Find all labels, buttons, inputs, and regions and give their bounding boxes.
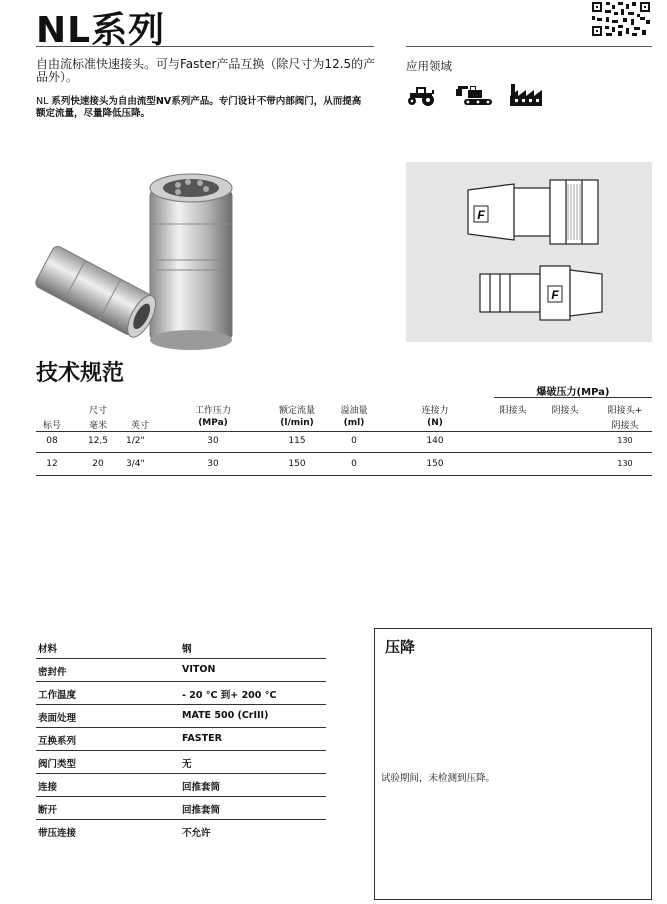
row-mm: 12,5 xyxy=(87,436,109,446)
factory-icon xyxy=(508,84,544,106)
row-code: 08 xyxy=(46,436,58,446)
tractor-icon xyxy=(406,84,440,106)
materials-row xyxy=(36,659,326,682)
header-force-unit: (N) xyxy=(427,418,443,428)
header-pressure-top: 工作压力 xyxy=(194,406,231,416)
burst-pressure-header: 爆破压力(MPa) xyxy=(536,387,610,398)
header-force-top: 连接力 xyxy=(421,406,449,416)
spec-title: 技术规范 xyxy=(36,361,125,386)
header-spill-top: 溢油量 xyxy=(340,406,368,416)
materials-key: 带压连接 xyxy=(38,828,77,839)
header-size-mm: 毫米 xyxy=(88,421,107,431)
materials-value: 钢 xyxy=(182,644,192,655)
page-title: NL系列 xyxy=(36,10,166,51)
materials-key: 工作温度 xyxy=(38,690,77,701)
materials-value: 无 xyxy=(182,759,192,770)
row-code: 12 xyxy=(46,459,58,469)
row-pressure: 30 xyxy=(207,459,219,469)
header-code: 标号 xyxy=(42,421,61,431)
row-spill: 0 xyxy=(351,436,357,446)
materials-value: 回推套筒 xyxy=(182,805,221,816)
application-icons xyxy=(406,84,544,106)
qr-code xyxy=(590,0,652,38)
materials-row xyxy=(36,728,326,751)
header-coupled-bottom: 阴接头 xyxy=(611,421,639,431)
materials-key: 表面处理 xyxy=(38,713,77,724)
header-coupled-top: 阳接头+ xyxy=(607,406,643,416)
drawing-label-top: F xyxy=(477,208,485,222)
header-spill-unit: (ml) xyxy=(343,418,365,428)
materials-value: VITON xyxy=(182,664,216,675)
row-pressure: 30 xyxy=(207,436,219,446)
header-female: 阴接头 xyxy=(551,406,579,416)
row-inch: 1/2" xyxy=(126,436,145,446)
product-photo xyxy=(28,162,258,352)
materials-key: 阀门类型 xyxy=(38,759,77,770)
header-pressure-unit: (MPa) xyxy=(198,418,228,428)
materials-row xyxy=(36,682,326,705)
materials-key: 断开 xyxy=(38,805,58,816)
materials-key: 连接 xyxy=(38,782,58,793)
materials-row xyxy=(36,705,326,728)
materials-value: MATE 500 (CrIII) xyxy=(182,710,269,721)
coupling-drawing xyxy=(406,162,652,342)
title-divider xyxy=(36,46,374,47)
description-lead: NL xyxy=(36,96,52,107)
materials-key: 互换系列 xyxy=(38,736,77,747)
materials-key: 材料 xyxy=(38,644,58,655)
intro-text: 自由流标准快速接头。可与Faster产品互换（除尺寸为12.5的产品外）。 xyxy=(36,57,376,84)
row-force: 150 xyxy=(426,459,444,469)
row-flow: 150 xyxy=(288,459,306,469)
row-inch: 3/4" xyxy=(126,459,145,469)
table-row xyxy=(36,459,652,475)
applications-divider xyxy=(406,46,652,47)
materials-value: - 20 °C 到+ 200 °C xyxy=(182,690,277,701)
row-force: 140 xyxy=(426,436,444,446)
drawing-label-bottom: F xyxy=(551,288,559,302)
materials-row xyxy=(36,751,326,774)
header-flow-top: 额定流量 xyxy=(278,406,315,416)
row-rule xyxy=(36,475,652,476)
row-spill: 0 xyxy=(351,459,357,469)
header-rule xyxy=(36,431,652,432)
row-mm: 20 xyxy=(92,459,104,469)
materials-value: FASTER xyxy=(182,733,222,744)
header-size-inch: 英寸 xyxy=(130,421,149,431)
materials-row xyxy=(36,797,326,820)
pressure-drop-title: 压降 xyxy=(385,638,416,656)
excavator-icon xyxy=(454,84,494,106)
technical-drawing xyxy=(406,162,652,342)
row-coupled: 130 xyxy=(617,436,633,445)
materials-row xyxy=(36,820,326,843)
row-flow: 115 xyxy=(288,436,306,446)
materials-row xyxy=(36,636,326,659)
applications-title: 应用领域 xyxy=(406,59,452,73)
header-size-top: 尺寸 xyxy=(88,406,107,416)
header-flow-unit: (l/min) xyxy=(280,418,314,428)
row-coupled: 130 xyxy=(617,459,633,468)
description-body: 系列快速接头为自由流型NV系列产品。专门设计不带内部阀门，从而提高额定流量，尽量降低压降。 xyxy=(36,96,362,119)
materials-row xyxy=(36,774,326,797)
materials-value: 不允许 xyxy=(182,828,211,839)
materials-value: 回推套筒 xyxy=(182,782,221,793)
burst-header-rule xyxy=(494,397,652,398)
pressure-drop-panel xyxy=(374,628,652,900)
table-row xyxy=(36,436,652,452)
materials-key: 密封件 xyxy=(38,667,67,678)
product-description xyxy=(36,96,366,120)
row-rule xyxy=(36,452,652,453)
header-male: 阳接头 xyxy=(499,406,527,416)
pressure-drop-text: 试验期间，未检测到压降。 xyxy=(381,773,496,784)
